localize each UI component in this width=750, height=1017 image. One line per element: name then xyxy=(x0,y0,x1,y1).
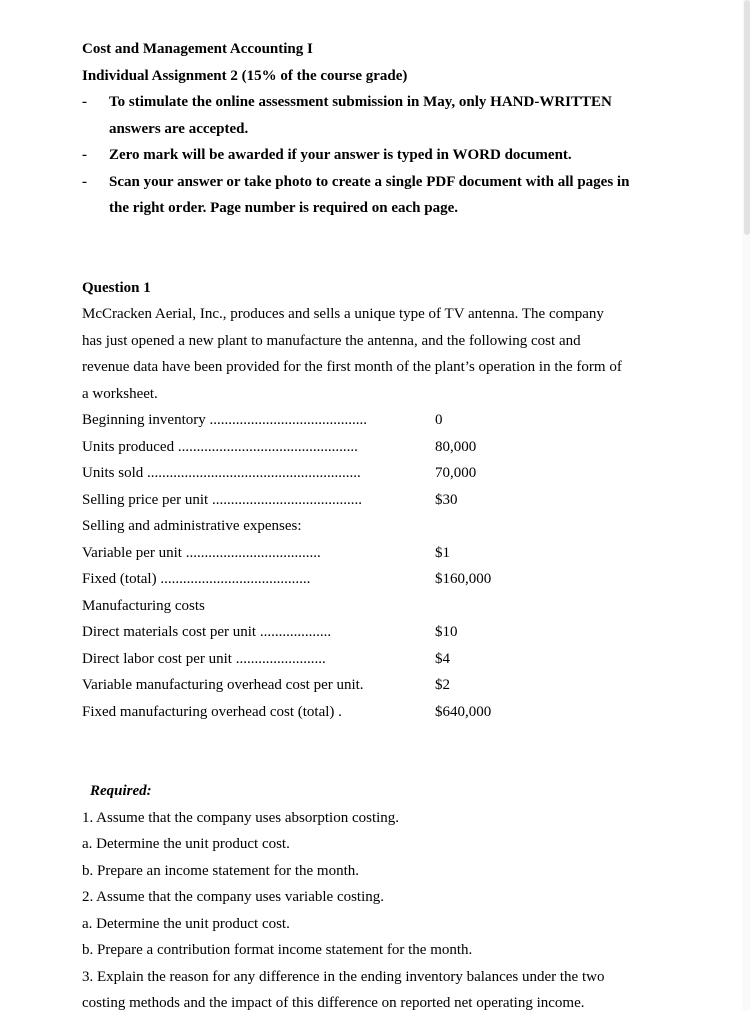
required-item: a. Determine the unit product cost. xyxy=(82,836,290,852)
worksheet-value: 0 xyxy=(435,412,443,428)
required-item: b. Prepare an income statement for the month. xyxy=(82,862,359,879)
instruction-item xyxy=(82,89,702,142)
question-intro xyxy=(82,301,702,407)
worksheet-row xyxy=(82,540,702,567)
required-item: a. Determine the unit product cost. xyxy=(82,915,290,932)
worksheet-value: $30 xyxy=(435,491,458,508)
intro-line: revenue data have been provided for the first month of the plant’s operation in the form of xyxy=(82,359,622,375)
worksheet-row xyxy=(82,566,702,593)
worksheet-row xyxy=(82,699,702,726)
required-item: 1. Assume that the company uses absorption costing. xyxy=(82,809,400,826)
course-title: Cost and Management Accounting I xyxy=(82,41,313,57)
instruction-dash: - xyxy=(82,94,87,110)
assignment-title: Individual Assignment 2 (15% of the course grade) xyxy=(82,67,408,84)
document-page xyxy=(82,36,702,1017)
worksheet-value: $640,000 xyxy=(435,703,492,720)
worksheet-label: Selling and administrative expenses: xyxy=(82,518,302,534)
worksheet-label: Direct labor cost per unit ........................ xyxy=(82,650,326,667)
worksheet-label: Variable manufacturing overhead cost per unit. xyxy=(82,677,364,693)
instruction-item xyxy=(82,169,702,222)
worksheet-label: Selling price per unit ........................................ xyxy=(82,491,362,508)
scrollbar-track[interactable] xyxy=(742,0,750,1010)
worksheet-label: Manufacturing costs xyxy=(82,597,205,614)
scrollbar-thumb[interactable] xyxy=(744,0,750,235)
intro-line: has just opened a new plant to manufacture the antenna, and the following cost and xyxy=(82,332,581,349)
worksheet-value: $1 xyxy=(435,544,450,561)
worksheet-label: Direct materials cost per unit ................... xyxy=(82,624,332,640)
question-title: Question 1 xyxy=(82,279,151,296)
required-heading: Required: xyxy=(90,783,152,799)
worksheet-value: 70,000 xyxy=(435,465,477,481)
worksheet-row xyxy=(82,407,702,434)
worksheet-row xyxy=(82,487,702,514)
instructions-list xyxy=(82,89,702,222)
worksheet-value: 80,000 xyxy=(435,438,477,455)
instruction-line: Zero mark will be awarded if your answer is typed in WORD document. xyxy=(109,147,572,163)
required-item: 2. Assume that the company uses variable costing. xyxy=(82,889,385,905)
worksheet-label: Variable per unit .................................... xyxy=(82,544,321,561)
worksheet-label: Units produced ................................................ xyxy=(82,438,358,455)
worksheet-row xyxy=(82,434,702,461)
worksheet-value: $160,000 xyxy=(435,571,492,587)
worksheet xyxy=(82,407,702,725)
worksheet-label: Fixed manufacturing overhead cost (total) . xyxy=(82,703,342,720)
intro-line: a worksheet. xyxy=(82,385,158,402)
worksheet-row xyxy=(82,593,702,620)
worksheet-value: $4 xyxy=(435,650,450,667)
required-item: 3. Explain the reason for any difference in the ending inventory balances under the two xyxy=(82,968,605,985)
required-item: costing methods and the impact of this difference on reported net operating income. xyxy=(82,995,585,1011)
worksheet-row xyxy=(82,619,702,646)
worksheet-value: $2 xyxy=(435,677,450,693)
instruction-line: the right order. Page number is required on each page. xyxy=(109,200,459,216)
worksheet-row xyxy=(82,672,702,699)
required-item: b. Prepare a contribution format income statement for the month. xyxy=(82,942,473,958)
worksheet-label: Units sold ......................................................... xyxy=(82,465,361,481)
intro-line: McCracken Aerial, Inc., produces and sells a unique type of TV antenna. The company xyxy=(82,306,604,322)
worksheet-row xyxy=(82,460,702,487)
instruction-dash: - xyxy=(82,147,87,163)
instruction-line: Scan your answer or take photo to create a single PDF document with all pages in xyxy=(109,173,630,190)
worksheet-label: Fixed (total) ........................................ xyxy=(82,571,311,587)
instruction-item xyxy=(82,142,702,169)
instruction-dash: - xyxy=(82,173,87,190)
required-list xyxy=(82,805,702,1017)
worksheet-row xyxy=(82,513,702,540)
instruction-line: answers are accepted. xyxy=(109,120,249,137)
worksheet-row xyxy=(82,646,702,673)
worksheet-value: $10 xyxy=(435,624,458,640)
instruction-line: To stimulate the online assessment submission in May, only HAND-WRITTEN xyxy=(109,94,612,110)
worksheet-label: Beginning inventory .......................................... xyxy=(82,412,367,428)
